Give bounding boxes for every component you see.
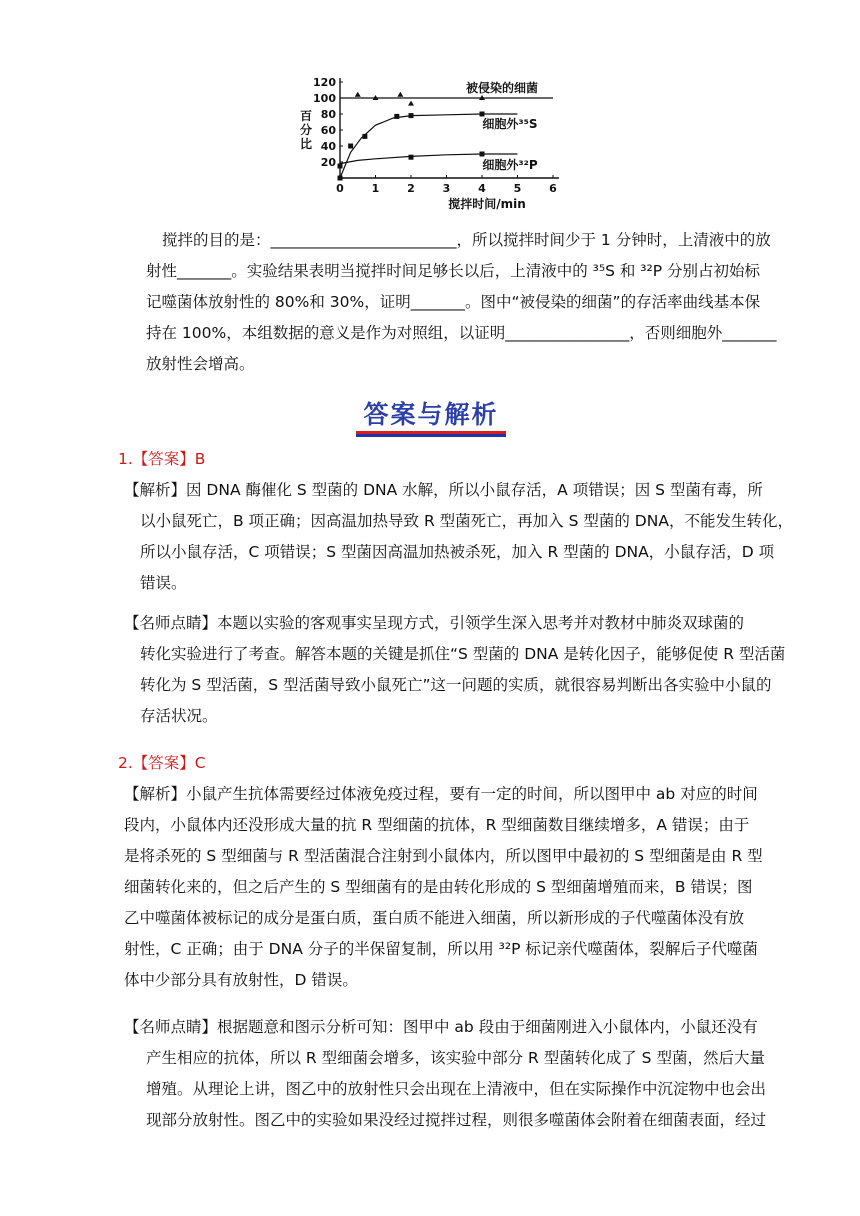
data-point (338, 164, 343, 169)
data-point (348, 144, 353, 149)
analysis-line: 【解析】因 DNA 酶催化 S 型菌的 DNA 水解，所以小鼠存活，A 项错误；因 S 型菌有毒，所 (124, 481, 763, 499)
question-line: 放射性会增高。 (146, 355, 255, 373)
data-point (355, 92, 361, 97)
analysis-line: 所以小鼠存活，C 项错误；S 型菌因高温加热被杀死，加入 R 型菌的 DNA，小鼠存活，D 项 (140, 543, 775, 561)
analysis-1 (124, 475, 793, 599)
series-label: 细胞外³²P (482, 158, 538, 172)
y-tick-label: 20 (320, 156, 336, 169)
x-tick-label: 2 (407, 182, 415, 195)
x-tick-label: 4 (478, 182, 486, 195)
question-line: 持在 100%，本组数据的意义是作为对照组，以证明________________，否则细胞外_______ (146, 324, 777, 342)
answer-1: 1.【答案】B (118, 450, 206, 468)
question-line: 搅拌的目的是：________________________，所以搅拌时间少于 1 分钟时，上清液中的放 (162, 231, 771, 249)
tip-line: 【名师点睛】本题以实验的客观事实呈现方式，引领学生深入思考并对教材中肺炎双球菌的 (124, 614, 745, 632)
analysis-2 (124, 779, 763, 996)
teacher-tip-1 (124, 608, 786, 732)
data-point (338, 176, 343, 181)
chart-svg (292, 72, 572, 220)
answer-analysis-banner (352, 400, 510, 436)
question-paragraph (146, 225, 777, 380)
tip-line: 转化实验进行了考查。解答本题的关键是抓住“S 型菌的 DNA 是转化因子，能够促使 R 型活菌 (140, 645, 786, 663)
question-line: 射性_______。实验结果表明当搅拌时间足够长以后，上清液中的 ³⁵S 和 ³²P 分别占初始标 (146, 262, 761, 280)
banner-title: 答案与解析 (363, 400, 499, 429)
tip-line: 现部分放射性。图乙中的实验如果没经过搅拌过程，则很多噬菌体会附着在细菌表面，经过 (146, 1111, 767, 1129)
tip-line: 增殖。从理论上讲，图乙中的放射性只会出现在上清液中，但在实际操作中沉淀物中也会出 (146, 1080, 767, 1098)
y-tick-label: 120 (313, 76, 336, 89)
analysis-line: 细菌转化来的，但之后产生的 S 型细菌有的是由转化形成的 S 型细菌增殖而来，B 错误；图 (124, 878, 753, 896)
y-axis-label: 百 (299, 109, 313, 123)
analysis-line: 错误。 (140, 574, 187, 592)
stirring-time-chart (292, 72, 572, 220)
question-line: 记噬菌体放射性的 80%和 30%，证明_______。图中“被侵染的细菌”的存活率曲线基本保 (146, 293, 761, 311)
y-tick-label: 80 (320, 108, 336, 121)
x-axis-label: 搅拌时间/min (448, 197, 526, 211)
banner-underline-blue (356, 434, 506, 437)
tip-line: 转化为 S 型活菌，S 型活菌导致小鼠死亡”这一问题的实质，就很容易判断出各实验中小鼠的 (140, 676, 772, 694)
x-tick-label: 6 (549, 182, 557, 195)
series-label: 被侵染的细菌 (465, 81, 539, 95)
y-tick-label: 100 (313, 92, 336, 105)
data-point (408, 101, 414, 106)
x-tick-label: 3 (442, 182, 451, 195)
x-tick-label: 5 (513, 182, 522, 195)
tip-line: 产生相应的抗体，所以 R 型细菌会增多，该实验中部分 R 型菌转化成了 S 型菌，然后大量 (146, 1049, 765, 1067)
data-point (394, 114, 399, 119)
data-point (480, 152, 485, 157)
x-tick-label: 1 (371, 182, 380, 195)
data-point (397, 92, 403, 97)
data-point (409, 113, 414, 118)
teacher-tip-2 (124, 1012, 767, 1136)
y-axis-label: 分 (299, 123, 313, 137)
analysis-line: 【解析】小鼠产生抗体需要经过体液免疫过程，要有一定的时间，所以图甲中 ab 对应的时间 (124, 785, 758, 803)
analysis-line: 体中少部分具有放射性，D 错误。 (124, 971, 358, 989)
analysis-line: 以小鼠死亡，B 项正确；因高温加热导致 R 型菌死亡，再加入 S 型菌的 DNA，不能发生转化， (140, 512, 793, 530)
data-point (409, 155, 414, 160)
tip-line: 存活状况。 (140, 707, 218, 725)
analysis-line: 乙中噬菌体被标记的成分是蛋白质，蛋白质不能进入细菌，所以新形成的子代噬菌体没有放 (124, 909, 745, 927)
analysis-line: 段内，小鼠体内还没形成大量的抗 R 型细菌的抗体，R 型细菌数目继续增多，A 错误；由于 (124, 816, 750, 834)
data-point (362, 134, 367, 139)
x-tick-label: 0 (336, 182, 344, 195)
analysis-line: 射性，C 正确；由于 DNA 分子的半保留复制，所以用 ³²P 标记亲代噬菌体，裂解后子代噬菌 (124, 940, 758, 958)
series-label: 细胞外³⁵S (482, 117, 538, 131)
analysis-line: 是将杀死的 S 型细菌与 R 型活菌混合注射到小鼠体内，所以图甲中最初的 S 型细菌是由 R 型 (124, 847, 763, 865)
answer-2: 2.【答案】C (118, 754, 206, 772)
y-tick-label: 60 (320, 124, 336, 137)
tip-line: 【名师点睛】根据题意和图示分析可知：图甲中 ab 段由于细菌刚进入小鼠体内，小鼠还没有 (124, 1018, 758, 1036)
y-axis-label: 比 (299, 137, 313, 151)
y-tick-label: 40 (320, 140, 336, 153)
data-point (480, 112, 485, 117)
